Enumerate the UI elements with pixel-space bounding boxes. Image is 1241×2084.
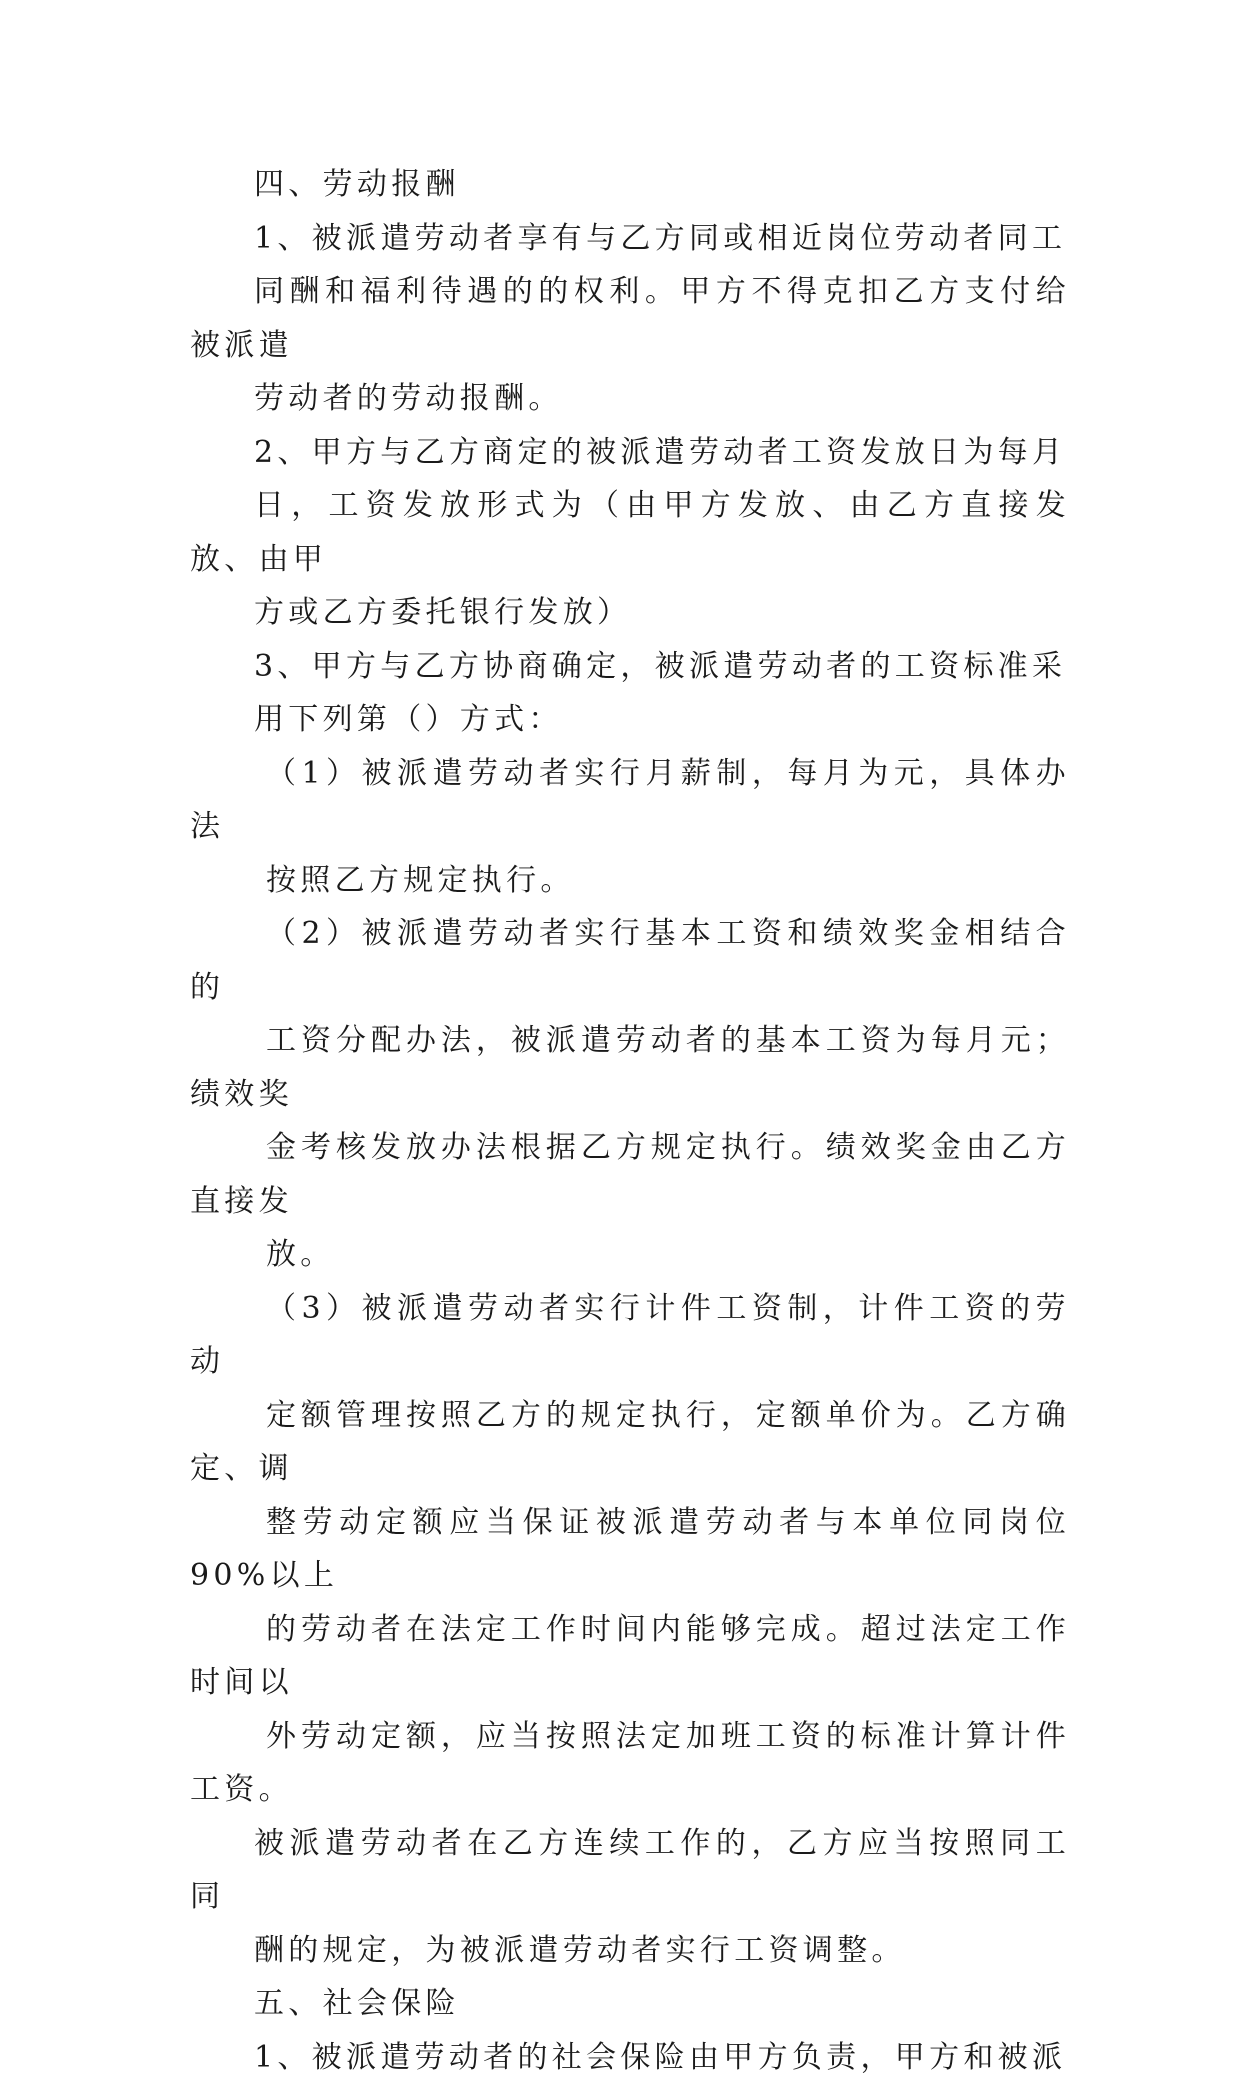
text-line: 金考核发放办法根据乙方规定执行。绩效奖金由乙方直接发 [190,1121,1070,1228]
text-line: 整劳动定额应当保证被派遣劳动者与本单位同岗位 90%以上 [190,1496,1070,1603]
paragraph-pay-day [190,426,1070,640]
text-line: 3、甲方与乙方协商确定，被派遣劳动者的工资标准采 [190,640,1070,694]
paragraph-base-plus-bonus [190,907,1070,1282]
text-line: 方或乙方委托银行发放） [190,586,1070,640]
paragraph-wage-standard [190,640,1070,747]
document-body [190,158,1070,2084]
text-line: 工资分配办法，被派遣劳动者的基本工资为每月元；绩效奖 [190,1014,1070,1121]
text-line: 的劳动者在法定工作时间内能够完成。超过法定工作时间以 [190,1603,1070,1710]
text-line: 按照乙方规定执行。 [190,854,1070,908]
text-line: 1、被派遣劳动者享有与乙方同或相近岗位劳动者同工 [190,212,1070,266]
text-line: 2、甲方与乙方商定的被派遣劳动者工资发放日为每月 [190,426,1070,480]
text-line: 五、社会保险 [190,1977,1070,2031]
text-line: 日，工资发放形式为（由甲方发放、由乙方直接发放、由甲 [190,479,1070,586]
paragraph-piece-rate [190,1282,1070,1817]
text-line: 同酬和福利待遇的的权利。甲方不得克扣乙方支付给被派遣 [190,265,1070,372]
text-line: 酬的规定，为被派遣劳动者实行工资调整。 [190,1924,1070,1978]
text-line: 放。 [190,1228,1070,1282]
text-line: 劳动者的劳动报酬。 [190,372,1070,426]
text-line: 四、劳动报酬 [190,158,1070,212]
text-line: 用下列第（）方式： [190,693,1070,747]
section-heading-social-insurance [190,1977,1070,2031]
paragraph-equal-pay [190,212,1070,426]
text-line: （1）被派遣劳动者实行月薪制，每月为元，具体办法 [190,747,1070,854]
text-line: 外劳动定额，应当按照法定加班工资的标准计算计件工资。 [190,1710,1070,1817]
text-line: （2）被派遣劳动者实行基本工资和绩效奖金相结合的 [190,907,1070,1014]
section-heading-labor-remuneration [190,158,1070,212]
text-line: 定额管理按照乙方的规定执行，定额单价为。乙方确定、调 [190,1389,1070,1496]
paragraph-wage-adjustment [190,1817,1070,1978]
text-line: 被派遣劳动者在乙方连续工作的，乙方应当按照同工同 [190,1817,1070,1924]
paragraph-social-insurance [190,2031,1070,2084]
text-line: 1、被派遣劳动者的社会保险由甲方负责，甲方和被派 [190,2031,1070,2084]
paragraph-monthly-salary [190,747,1070,908]
text-line: （3）被派遣劳动者实行计件工资制，计件工资的劳动 [190,1282,1070,1389]
